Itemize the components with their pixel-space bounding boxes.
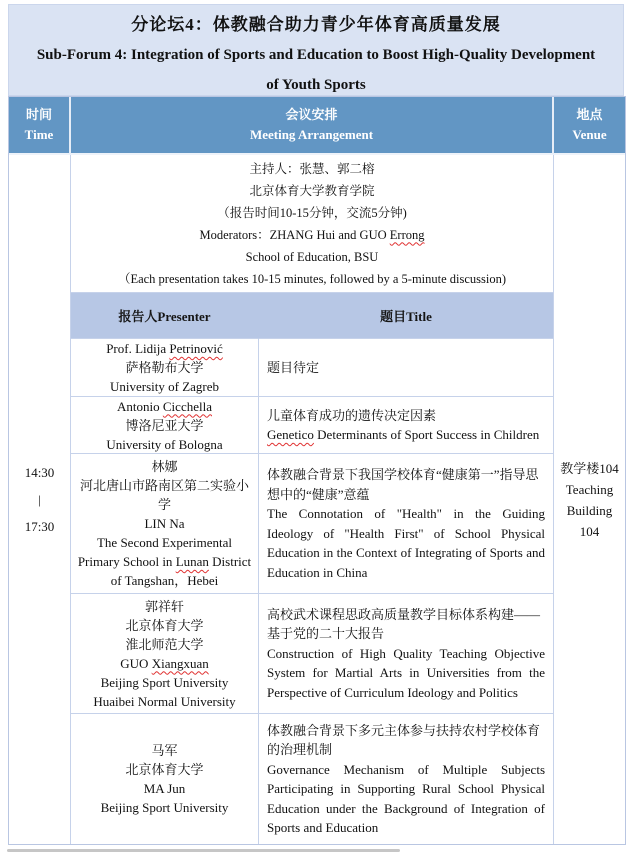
forum-title-zh: 分论坛4：体教融合助力青少年体育高质量发展 [131,15,501,34]
text-line: The Second Experimental Primary School in Lunan District of Tangshan，Hebei [77,535,252,588]
header-time-zh: 时间 [25,107,52,122]
venue-cell [554,155,625,844]
subheader-title-cell: 题目Title [259,293,554,339]
text-line: 教学楼104 [560,460,619,476]
text-line: 高校武术课程思政高质量教学目标体系构建——基于党的二十大报告 [267,606,541,642]
title-cell-row-5 [259,714,554,844]
text-line: 马军 [151,743,178,758]
text-line: Moderators：ZHANG Hui and GUO Errong [199,227,425,242]
text-line: Antonio Cicchella [117,398,212,414]
text-line: Prof. Lidija Petrinović [106,341,223,356]
text-line: 淮北师范大学 [125,636,204,652]
text-line: 萨格勒布大学 [125,360,204,375]
presenter-cell-row-2 [71,397,259,454]
schedule-table [8,96,626,845]
header-meeting-zh: 会议安排 [285,107,338,122]
text-line: 体教融合背景下我国学校体育“健康第一”指导思想中的“健康”意蕴 [267,467,539,502]
header-venue-cell [554,97,625,155]
horizontal-scrollbar-thumb[interactable] [7,849,400,852]
text-line: 主持人：张慧、郭二榕 [249,161,375,176]
text-line: | [38,492,41,507]
text-line: LIN Na [144,516,185,531]
header-meeting-cell [71,97,554,155]
text-line: Beijing Sport University [100,674,229,690]
text-line: （报告时间10-15分钟，交流5分钟) [217,205,407,220]
text-line: University of Bologna [106,436,223,452]
moderator-cell [71,155,554,293]
text-line: 博洛尼亚大学 [125,417,204,433]
text-line: 儿童体育成功的遗传决定因素 [267,407,437,423]
text-line: Teaching Building 104 [565,481,614,539]
title-cell-row-2 [259,397,554,454]
title-cell-row-3 [259,454,554,594]
text-line: MA Jun [143,781,186,796]
text-line: 郭祥轩 [144,598,184,614]
text-line: Governance Mechanism of Multiple Subjects Participating in Supporting Rural School Physical Education under the Background of Integration of Sports and Education [267,761,545,835]
subheader-presenter-cell: 报告人Presenter [71,293,259,339]
text-line: 北京体育大学 [125,617,204,633]
text-line: 题目待定 [267,359,320,375]
header-venue-en: Venue [572,127,607,142]
text-line: 体教融合背景下多元主体参与扶持农村学校体育的治理机制 [267,722,541,757]
title-cell-row-4 [259,594,554,714]
text-line: 北京体育大学教育学院 [249,183,375,198]
text-line: School of Education, BSU [245,249,379,264]
text-line: The Connotation of "Health" in the Guiding Ideology of "Health First" of School Physical Education in the Context of Integrating of Sports and Education in China [267,506,545,580]
text-line: Construction of High Quality Teaching Objective System for Martial Arts in Universities from the Perspective of Curriculum Ideology and Politics [267,645,545,700]
forum-title-en: Sub-Forum 4: Integration of Sports and Education to Boost High-Quality Development of Youth Sports [36,47,596,93]
text-line: （Each presentation takes 10-15 minutes, followed by a 5-minute discussion) [117,271,507,286]
header-meeting-en: Meeting Arrangement [249,127,374,142]
header-venue-zh: 地点 [576,107,603,122]
text-line: 林娜 [151,459,178,474]
text-line: Beijing Sport University [100,800,229,815]
header-time-cell [9,97,71,155]
text-line: 北京体育大学 [125,762,204,777]
title-cell-row-1 [259,339,554,397]
text-line: GUO Xiangxuan [120,655,209,671]
text-line: 17:30 [24,519,55,534]
text-line: 河北唐山市路南区第二实验小学 [79,478,249,512]
forum-title-box [8,4,624,96]
text-line: Huaibei Normal University [93,693,236,709]
presenter-cell-row-4 [71,594,259,714]
text-line: University of Zagreb [109,379,220,394]
time-cell [9,155,71,844]
text-line: 14:30 [24,465,55,480]
header-time-en: Time [24,127,54,142]
presenter-cell-row-3 [71,454,259,594]
presenter-cell-row-1 [71,339,259,397]
text-line: Genetico Determinants of Sport Success in Children [267,427,540,442]
presenter-cell-row-5 [71,714,259,844]
